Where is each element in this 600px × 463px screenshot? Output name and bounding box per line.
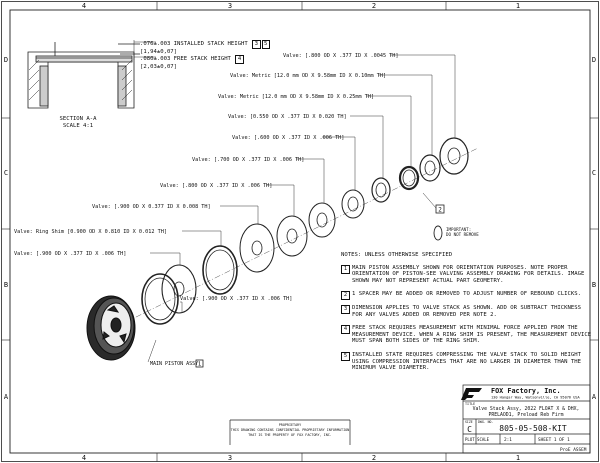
valve-shim (240, 224, 274, 272)
title-label: TITLE (465, 402, 476, 406)
valve-shim (342, 190, 364, 218)
valve-shim (309, 203, 335, 237)
drawing-number: 805-05-508-KIT (499, 424, 567, 433)
drawing-subtitle: PRELAOD1, Preload Reb Firm (488, 413, 564, 418)
svg-text:MAIN PISTON ASSY: MAIN PISTON ASSY (150, 361, 199, 367)
note-text: FREE STACK REQUIRES MEASUREMENT WITH MINIMAL FORCE APPLIED FROM THE MEASUREMENT DEVICE. WHEN A RING SHIM IS PRESENT, THE MEASUREMENT DEVICE MUST SPAN BOTH SIDES OF THE RING SHIM. (352, 325, 592, 345)
valve-shim-bore (287, 229, 297, 243)
note-item (341, 291, 593, 298)
note-number: 1 (341, 265, 350, 274)
zone-row-left: B (3, 281, 9, 289)
valve-shim-bore (425, 161, 435, 175)
note-ref-box: 4 (235, 55, 243, 64)
cad-source: ProE ASSEM (560, 448, 587, 453)
valve-label: Valve: Ring Shim [0.900 OD X 0.810 ID X 0.012 TH] (14, 229, 168, 235)
note-number: 4 (341, 325, 350, 334)
notes-header: NOTES: UNLESS OTHERWISE SPECIFIED (341, 252, 453, 258)
valve-label: Valve: [.900 OD X .377 ID X .006 TH] (180, 296, 293, 302)
section-view (28, 40, 140, 108)
valve-shim (372, 178, 390, 202)
note-text: MAIN PISTON ASSEMBLY SHOWN FOR ORIENTATION PURPOSES. NOTE PROPER ORIENTATION OF PISTON-SEE VALVING ASSEMBLY DRAWING FOR DETAILS. IMAGE SHOWN MAY NOT REPRESENT ACTUAL PART GEOMETRY. (352, 264, 585, 284)
valve-shim-bore (252, 241, 262, 255)
zone-col-top: 4 (81, 2, 87, 10)
svg-text:PROPRIETARY: PROPRIETARY (278, 423, 302, 427)
zone-row-right: B (591, 281, 597, 289)
valve-shim (277, 216, 307, 256)
valve-shim (440, 138, 468, 174)
size-label: SIZE (465, 420, 473, 424)
company-name: FOX Factory, Inc. (491, 387, 561, 395)
valve-label: Valve: [.800 OD X .377 ID X .006 TH] (160, 183, 273, 189)
zone-row-right: C (591, 169, 597, 177)
zone-row-left: D (3, 56, 9, 64)
sheet-size: C (467, 425, 472, 434)
note-item (341, 325, 593, 345)
valve-label: Valve: [.800 OD X .377 ID X .0045 TH] (283, 53, 399, 59)
note-number: 5 (341, 352, 350, 361)
note-item (341, 352, 593, 372)
note-item (341, 265, 593, 285)
drawing-title: Valve Stack Assy, 2022 FLOAT X & DHX, (472, 407, 580, 412)
piston-callout (150, 360, 203, 368)
valve-shim-bore (317, 213, 327, 227)
zone-col-top: 2 (371, 2, 377, 10)
section-title: SECTION A-A (59, 116, 97, 122)
zone-row-left: A (3, 393, 9, 401)
note-number: 2 (341, 291, 350, 300)
installed-stack-height: .076±.003 INSTALLED STACK HEIGHT (140, 41, 248, 47)
note-item (341, 305, 593, 318)
zone-col-top: 1 (515, 2, 521, 10)
zone-col-bottom: 1 (515, 454, 521, 462)
proprietary-notice (231, 423, 349, 437)
shim-symbol (434, 226, 442, 240)
svg-text:2: 2 (438, 206, 442, 214)
valve-shim (203, 246, 237, 294)
zone-row-left: C (3, 169, 9, 177)
valve-label: Valve: Metric [12.0 mm OD X 9.58mm ID X 0.25mm TH] (218, 94, 375, 100)
company-address: 130 Hangar Way, Watsonville, CA 95076 USA (491, 395, 580, 400)
zone-col-bottom: 4 (81, 454, 87, 462)
valve-shim-bore (348, 197, 358, 211)
valve-shim-bore (403, 170, 415, 186)
dwg-no-label: DWG. NO. (478, 420, 494, 424)
valve-shim-bore (174, 282, 184, 296)
valve-shim (420, 155, 440, 181)
note-ref-box: 3 (252, 40, 260, 49)
note-number: 3 (341, 305, 350, 314)
main-piston (87, 296, 135, 360)
zone-col-bottom: 2 (371, 454, 377, 462)
zone-col-bottom: 3 (227, 454, 233, 462)
valve-shim-bore (448, 148, 460, 164)
free-stack-height-metric: [2,03±0,07] (140, 63, 178, 70)
valve-shim (142, 274, 178, 324)
free-stack-height: .080±.003 FREE STACK HEIGHT (140, 56, 231, 63)
section-caption (43, 116, 113, 130)
plot-scale: 2:1 (504, 438, 512, 443)
installed-stack-height-metric: [1,94±0,07] (140, 48, 178, 55)
title-block-text (465, 387, 587, 453)
valve-shim-bore (145, 278, 175, 320)
valve-label: Valve: [.600 OD X .377 ID X .006 TH] (232, 135, 345, 141)
fox-logo (461, 388, 482, 400)
note-text: 1 SPACER MAY BE ADDED OR REMOVED TO ADJUST NUMBER OF REBOUND CLICKS. (352, 291, 582, 298)
notes-block (341, 252, 593, 379)
note-text: DIMENSION APPLIES TO VALVE STACK AS SHOWN. ADD OR SUBTRACT THICKNESS FOR ANY VALVES ADDED OR REMOVED PER NOTE 2. (352, 304, 582, 318)
valve-label: Valve: Metric [12.0 mm OD X 9.58mm ID X 0.10mm TH] (230, 73, 387, 79)
sheet-number: SHEET 1 OF 1 (538, 438, 570, 443)
zone-row-right: A (591, 393, 597, 401)
zone-row-right: D (591, 56, 597, 64)
svg-text:THIS DRAWING CONTAINS CONFIDEN: THIS DRAWING CONTAINS CONFIDENTIAL PROPRIETARY INFORMATION (230, 428, 350, 432)
valve-label: Valve: [.700 OD X .377 ID X .006 TH] (192, 157, 305, 163)
valve-shim (162, 265, 196, 313)
important-warning (434, 226, 479, 240)
valve-label: Valve: [0.550 OD X .377 ID X 0.020 TH] (228, 114, 347, 120)
valve-label: Valve: [.900 OD X 0.377 ID X 0.008 TH] (92, 204, 211, 210)
section-scale: SCALE 4:1 (62, 123, 94, 129)
valve-label: Valve: [.900 OD X .377 ID X .006 TH] (14, 251, 127, 257)
svg-text:IMPORTANT:: IMPORTANT: (446, 227, 472, 232)
svg-text:1: 1 (197, 361, 202, 368)
scale-label: PLOT SCALE (465, 437, 490, 442)
valve-shim-bore (376, 183, 386, 197)
stack-height-callout (140, 40, 270, 70)
valve-shim-bore (206, 250, 234, 290)
spacer-balloon (436, 205, 444, 214)
svg-text:DO NOT REMOVE: DO NOT REMOVE (446, 232, 479, 237)
svg-text:THAT IS THE PROPERTY OF FOX FA: THAT IS THE PROPERTY OF FOX FACTORY, INC. (248, 433, 332, 437)
note-ref-box: 5 (262, 40, 270, 49)
note-text: INSTALLED STATE REQUIRES COMPRESSING THE VALVE STACK TO SOLID HEIGHT USING COMPRESSION INTERFACES THAT ARE NO LARGER IN DIAMETER THAN THE MINIMUM VALVE DIAMETER. (352, 351, 582, 372)
zone-col-top: 3 (227, 2, 233, 10)
